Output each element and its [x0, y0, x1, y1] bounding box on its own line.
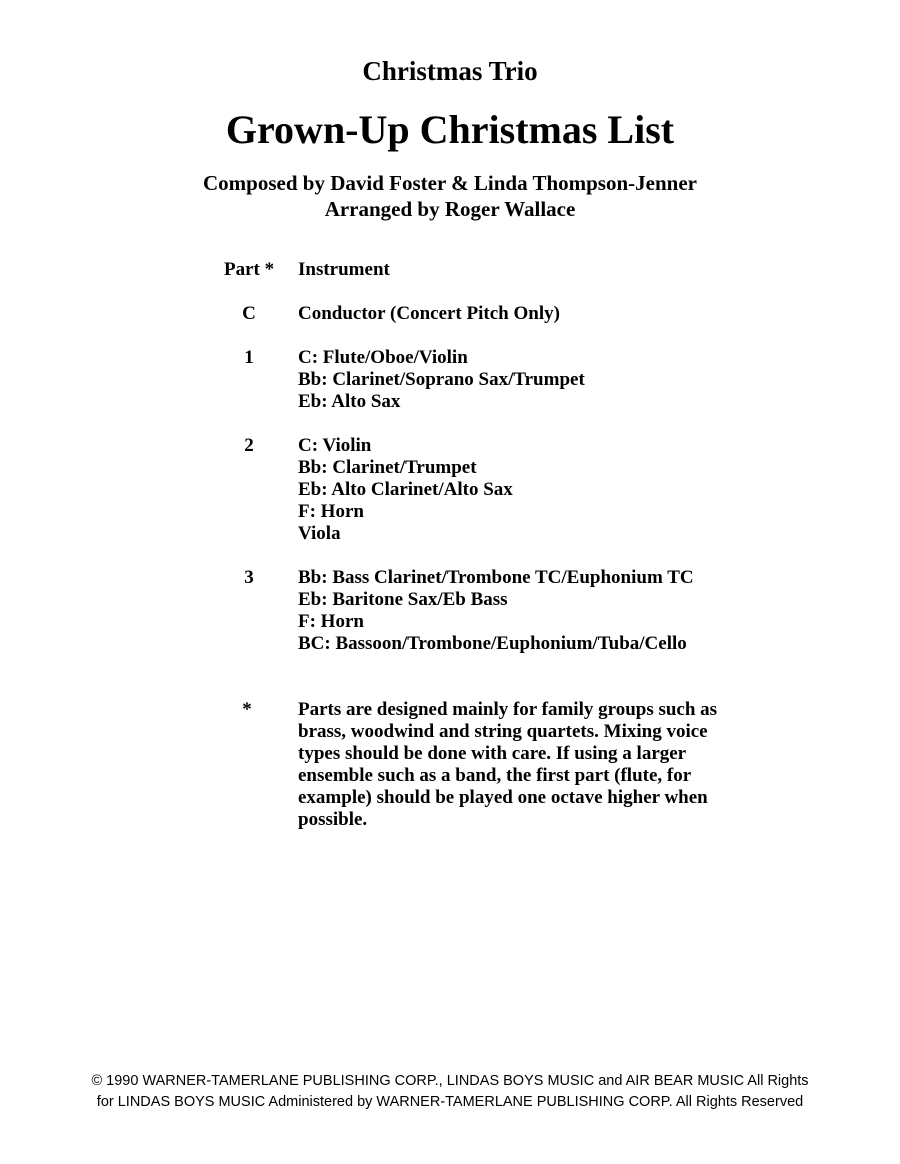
instrument-line: Eb: Alto Sax	[298, 391, 401, 412]
note-line: example) should be played one octave higher when	[298, 787, 708, 808]
note-line: possible.	[298, 809, 368, 830]
instrument-line: Viola	[298, 523, 341, 544]
copyright-footer	[0, 1071, 900, 1113]
part-instruments-3	[298, 567, 738, 655]
part-label-c: C	[242, 303, 256, 324]
instrument-line: Eb: Baritone Sax/Eb Bass	[298, 589, 508, 610]
instrument-line: C: Flute/Oboe/Violin	[298, 347, 468, 368]
copyright-line-2: for LINDAS BOYS MUSIC Administered by WARNER-TAMERLANE PUBLISHING CORP. All Rights Reserved	[96, 1094, 804, 1110]
arranger-credit: Arranged by Roger Wallace	[324, 197, 576, 221]
part-instruments-2	[298, 435, 738, 545]
note-marker	[200, 699, 298, 721]
note-line: ensemble such as a band, the first part (flute, for	[298, 765, 692, 786]
part-instruments-c	[298, 303, 738, 325]
song-title: Grown-Up Christmas List	[225, 107, 675, 152]
instrument-line: Bb: Clarinet/Soprano Sax/Trumpet	[298, 369, 585, 390]
credits	[0, 170, 900, 222]
instrument-line: C: Violin	[298, 435, 372, 456]
part-label-2: 2	[244, 435, 254, 456]
note-line: types should be done with care. If using a larger	[298, 743, 687, 764]
part-label-3: 3	[244, 567, 254, 588]
asterisk: *	[242, 699, 252, 720]
note-line: brass, woodwind and string quartets. Mixing voice	[298, 721, 708, 742]
instrument-line: F: Horn	[298, 611, 364, 632]
instrument-line: Bb: Clarinet/Trumpet	[298, 457, 477, 478]
column-header-part: Part *	[224, 259, 275, 280]
series-title: Christmas Trio	[362, 56, 538, 86]
instrument-line: Eb: Alto Clarinet/Alto Sax	[298, 479, 513, 500]
instrument-line: BC: Bassoon/Trombone/Euphonium/Tuba/Cello	[298, 633, 687, 654]
column-header-instrument: Instrument	[298, 259, 390, 280]
composer-credit: Composed by David Foster & Linda Thompson-Jenner	[203, 171, 697, 195]
instrument-line: Conductor (Concert Pitch Only)	[298, 303, 560, 324]
part-instruments-1	[298, 347, 738, 413]
note-line: Parts are designed mainly for family groups such as	[298, 699, 718, 720]
arrangement-note	[298, 699, 738, 831]
instrument-line: F: Horn	[298, 501, 364, 522]
part-label-1: 1	[244, 347, 254, 368]
instrument-line: Bb: Bass Clarinet/Trombone TC/Euphonium TC	[298, 567, 694, 588]
copyright-line-1: © 1990 WARNER-TAMERLANE PUBLISHING CORP., LINDAS BOYS MUSIC and AIR BEAR MUSIC All Rights	[91, 1073, 809, 1089]
